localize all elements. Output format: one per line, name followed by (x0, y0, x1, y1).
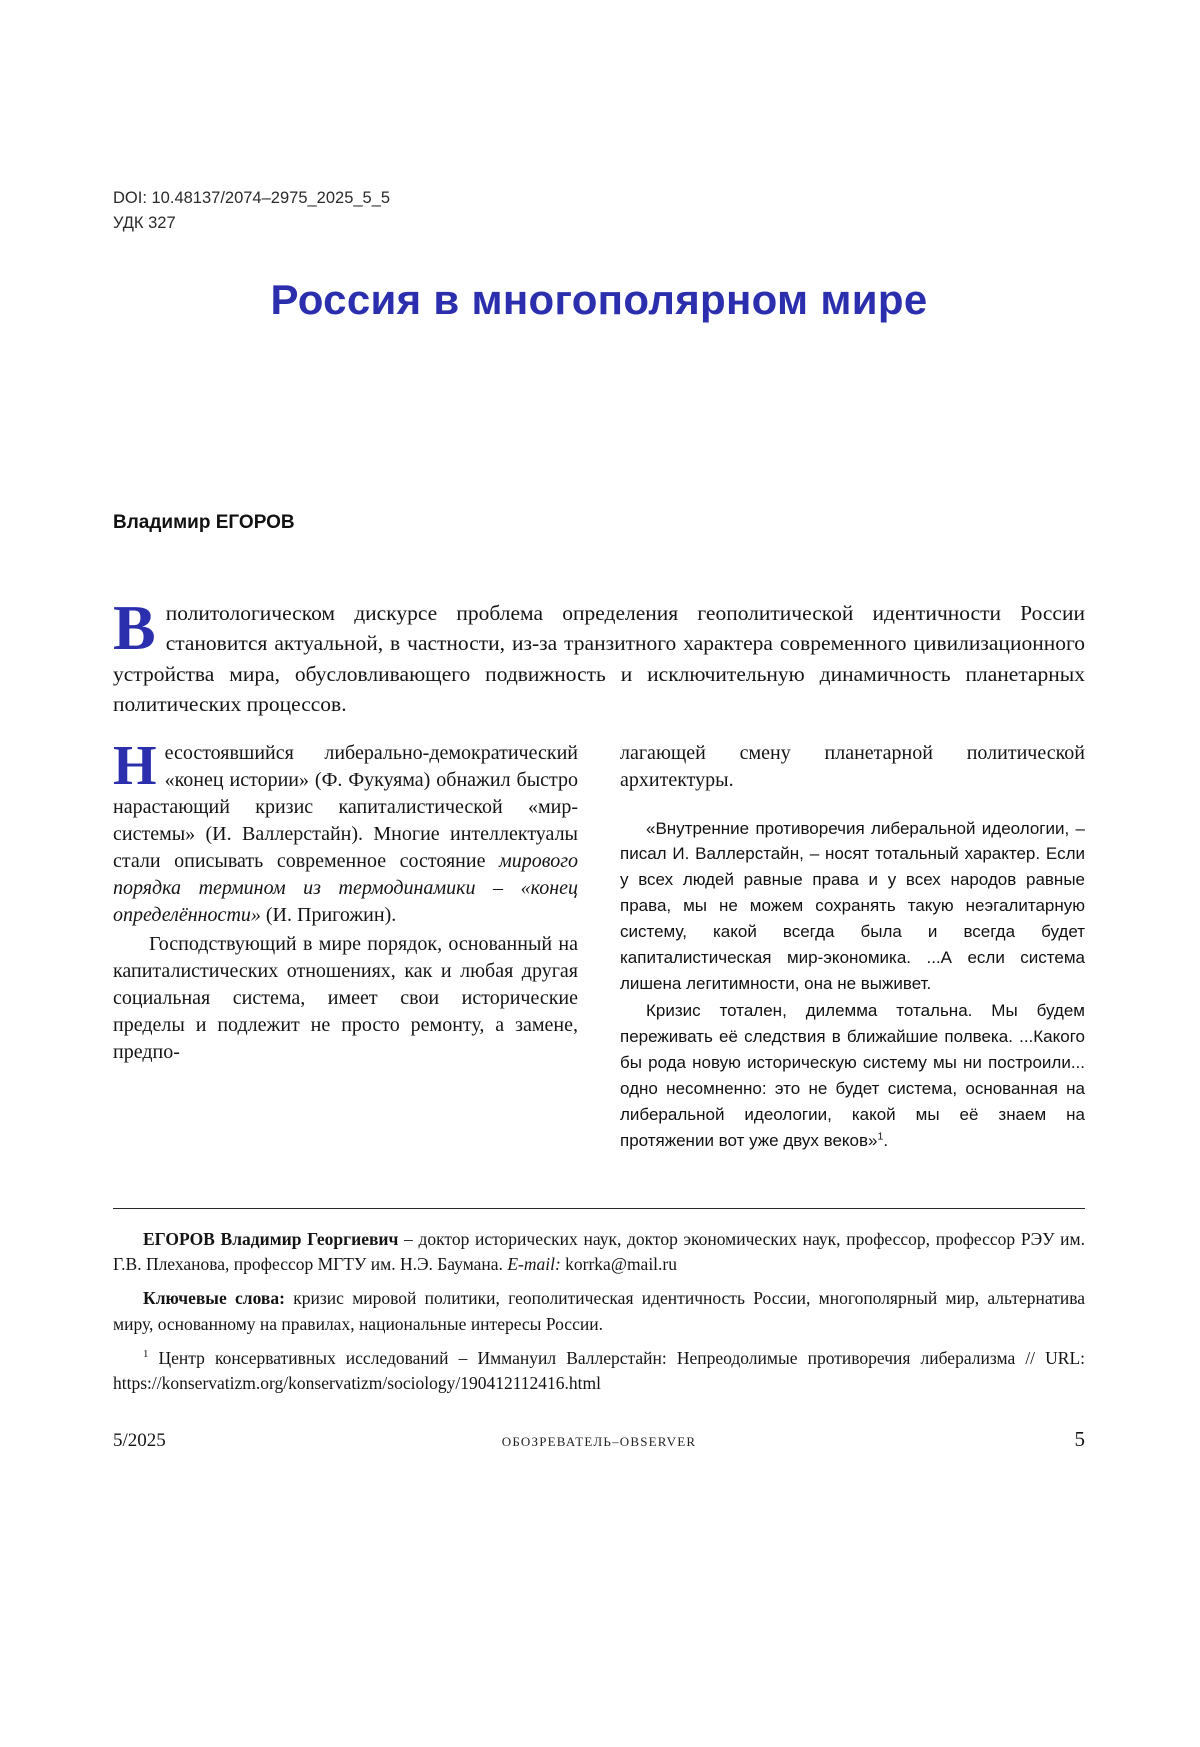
page-number: 5 (1074, 1426, 1085, 1451)
email-label: E-mail: (507, 1253, 561, 1274)
issue-number: 5/2025 (113, 1429, 166, 1451)
author-bio (113, 1227, 1085, 1278)
footnote-divider (113, 1208, 1085, 1209)
footnote-reference-1: 1 (877, 1129, 884, 1142)
left-paragraph-1 (113, 734, 578, 929)
quote-paragraph-2-tail: . (883, 1130, 889, 1150)
right-paragraph-1: лагающей смену планетарной политической архитектуры. (620, 741, 1085, 791)
intro-paragraph (113, 591, 1085, 720)
left-column (113, 734, 578, 1066)
udk-line: УДК 327 (113, 213, 176, 232)
keywords-text: кризис мировой политики, геополитическая идентичность России, многополярный мир, альтернатива миру, основанному на правилах, национальные интересы России. (113, 1288, 1085, 1334)
quote-paragraph-2-text: Кризис тотален, дилемма тотальна. Мы будем переживать её следствия в ближайшие полвека. ...Какого бы рода новую историческую систему мы ни построили... одно несомненно: это не будет система, основанная на либеральной идеологии, какой мы её знаем на протяжении вот уже двух веков» (620, 1001, 1085, 1150)
footnote-1-text: Центр консервативных исследований – Иммануил Валлерстайн: Непреодолимые противоречия либерализма // URL: https://konservatizm.org/konservatizm/sociology/190412112416.html (113, 1348, 1085, 1394)
article-meta (113, 186, 1085, 236)
email-address: korrka@mail.ru (560, 1253, 678, 1274)
journal-name: ОБОЗРЕВАТЕЛЬ–OBSERVER (501, 1433, 697, 1449)
keywords-label: Ключевые слова: (143, 1288, 285, 1309)
quote-paragraph-2 (620, 998, 1085, 1153)
footnote-1 (113, 1346, 1085, 1397)
doi-line: DOI: 10.48137/2074–2975_2025_5_5 (113, 189, 391, 207)
author-bio-text: – доктор исторических наук, доктор экономических наук, профессор, профессор РЭУ им. Г.В. Плеханова, профессор МГТУ им. Н.Э. Баумана. (113, 1228, 1085, 1274)
quote-paragraph-1: «Внутренние противоречия либеральной идеологии, – писал И. Валлерстайн, – носят тотальный характер. Если у всех людей равные права и у всех народов равные права, мы не можем сохранять такую неэгалитарную систему, какой всегда была и всегда будет капиталистическая мир-экономика. ...А если система лишена легитимности, она не выживет. (620, 818, 1085, 993)
footnote-1-marker: 1 (143, 1348, 149, 1361)
dropcap-intro: В (113, 591, 156, 663)
two-column-body (113, 734, 1085, 1172)
footnotes-section (113, 1227, 1085, 1397)
left-paragraph-1-text: есостоявшийся либерально-демократический «конец истории» (Ф. Фукуяма) обнажил быстро нарастающий кризис капиталистической «мир-системы» (И. Валлерстайн). Многие интеллектуалы стали описывать современное состояние (113, 741, 578, 872)
intro-text: политологическом дискурсе проблема определения геополитической идентичности России становится актуальной, в частности, из-за транзитного характера современного цивилизационного устройства мира, обусловливающего подвижность и исключительную динамичность планетарных политических процессов. (113, 600, 1085, 717)
right-column (620, 740, 1085, 1154)
author-bio-name: ЕГОРОВ Владимир Георгиевич (143, 1228, 399, 1249)
page-footer (113, 1427, 1085, 1452)
left-paragraph-1-tail: (И. Пригожин). (260, 903, 397, 926)
dropcap-left-column: Н (113, 734, 157, 797)
keywords (113, 1286, 1085, 1337)
left-paragraph-2: Господствующий в мире порядок, основанный на капиталистических отношениях, как и любая другая социальная система, имеет свои исторические пределы и подлежит не просто ремонту, а замене, предпо- (113, 932, 578, 1063)
left-paragraph-1-italic: мирового порядка термином из термодинамики – «конец определённости» (113, 849, 578, 926)
author-name: Владимир ЕГОРОВ (113, 511, 295, 533)
page-title: Россия в многополярном мире (270, 275, 928, 323)
blockquote-wallerstein (620, 816, 1085, 1154)
